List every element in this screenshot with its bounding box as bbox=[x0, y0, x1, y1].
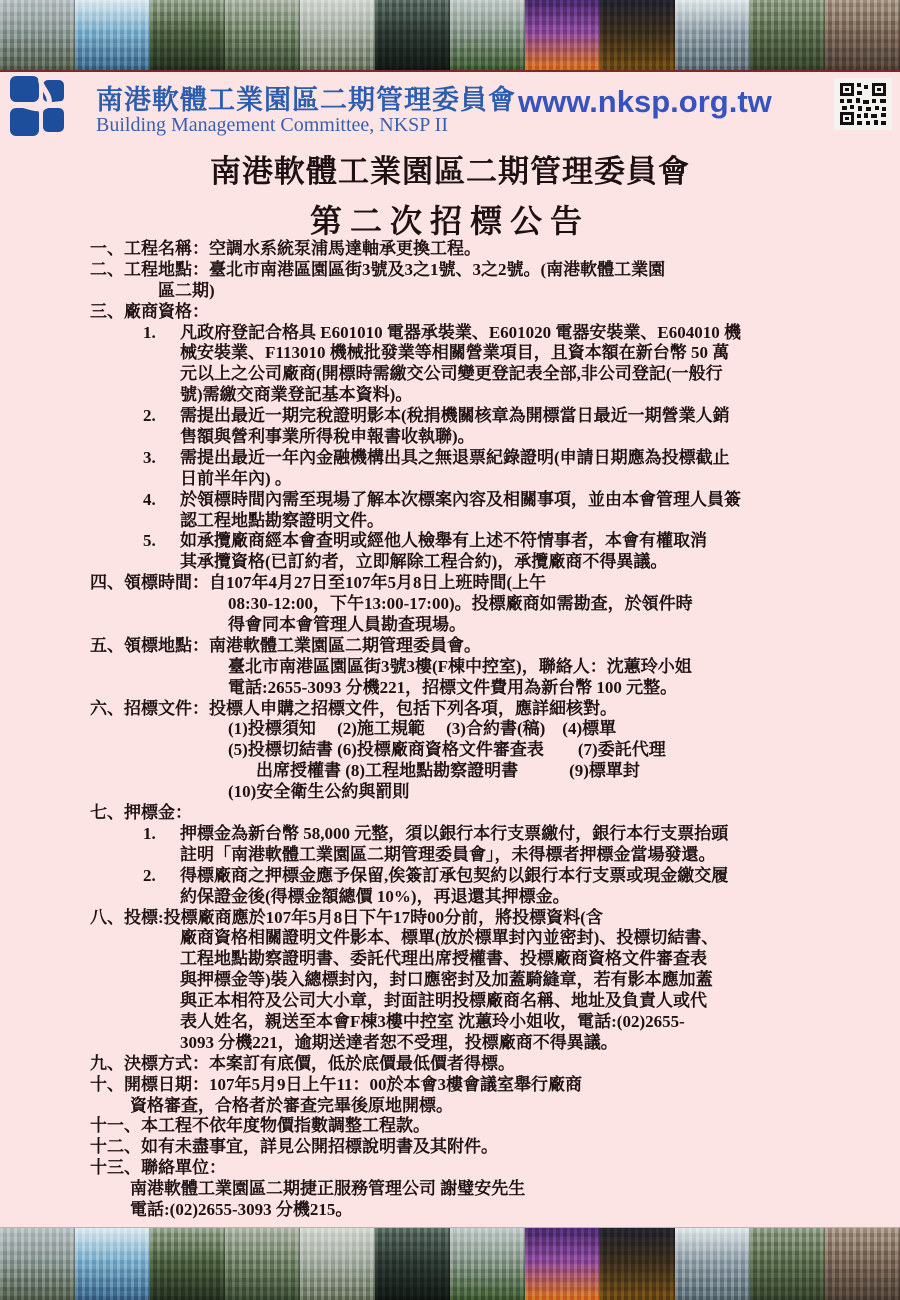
doc-line-26: 出席授權書 (8)工程地點勘察證明書 (9)標單封 bbox=[256, 761, 640, 781]
doc-line-40: 九、決標方式：本案訂有底價，低於底價最低價者得標。 bbox=[90, 1053, 515, 1073]
building-photo-canal-dark bbox=[375, 1228, 450, 1300]
doc-line-number: 5. bbox=[143, 531, 156, 551]
doc-line-24: (1)投標須知 (2)施工規範 (3)合約書(稿) (4)標單 bbox=[228, 719, 617, 739]
doc-line-22: 電話:2655-3093 分機221，招標文件費用為新台幣 100 元整。 bbox=[228, 677, 678, 697]
building-photo-towers-clouds bbox=[675, 0, 750, 70]
doc-line-8: 號)需繳交商業登記基本資料)。 bbox=[180, 385, 413, 405]
doc-line-20: 五、領標地點：南港軟體工業園區二期管理委員會。 bbox=[90, 635, 481, 655]
doc-line-15: 5. 如承攬廠商經本會查明或經他人檢舉有上述不符情事者，本會有權取消 bbox=[143, 531, 707, 551]
website-url: www.nksp.org.tw bbox=[518, 84, 772, 119]
building-photo-palm-courtyard bbox=[225, 0, 300, 70]
doc-line-27: (10)安全衛生公約與罰則 bbox=[228, 782, 410, 802]
doc-line-number: 3. bbox=[143, 447, 156, 467]
building-photo-brick-stairs bbox=[825, 0, 900, 70]
doc-line-43: 十一、本工程不依年度物價指數調整工程款。 bbox=[90, 1116, 430, 1136]
doc-line-5: 1. 凡政府登記合格具 E601010 電器承裝業、E601020 電器安裝業、E604010 機 bbox=[143, 322, 742, 342]
doc-line-36: 與押標金等)裝入總標封內，封口應密封及加蓋騎縫章，若有影本應加蓋 bbox=[180, 970, 713, 990]
doc-line-number: 1. bbox=[143, 322, 156, 342]
building-photo-lawn-building bbox=[450, 0, 525, 70]
building-photo-glass-tower bbox=[75, 0, 150, 70]
building-photo-night-street bbox=[600, 0, 675, 70]
document-title-org: 南港軟體工業園區二期管理委員會 bbox=[210, 154, 690, 189]
doc-line-45: 十三、聯絡單位： bbox=[90, 1158, 226, 1178]
doc-line-46: 南港軟體工業園區二期捷正服務管理公司 謝璧安先生 bbox=[130, 1179, 526, 1199]
doc-line-14: 認工程地點勘察證明文件。 bbox=[180, 510, 384, 530]
top-photo-banner bbox=[0, 0, 900, 72]
doc-line-44: 十二、如有未盡事宜，詳見公開招標說明書及其附件。 bbox=[90, 1137, 498, 1157]
org-name-english: Building Management Committee, NKSP II bbox=[96, 114, 449, 136]
doc-line-32: 約保證金後(得標金額總價 10%)，再退還其押標金。 bbox=[180, 886, 570, 906]
building-photo-night-neon-building bbox=[525, 0, 600, 70]
doc-line-10: 售額與營利事業所得稅申報書收執聯)。 bbox=[180, 427, 475, 447]
building-photo-canal-dark bbox=[375, 0, 450, 70]
doc-line-number: 1. bbox=[143, 823, 156, 843]
doc-line-41: 十、開標日期：107年5月9日上午11：00於本會3樓會議室舉行廠商 bbox=[90, 1074, 583, 1094]
doc-line-38: 表人姓名，親送至本會F棟3樓中控室 沈蕙玲小姐收，電話:(02)2655- bbox=[180, 1011, 685, 1031]
building-photo-brick-stairs bbox=[825, 1228, 900, 1300]
doc-line-28: 七、押標金： bbox=[90, 803, 192, 823]
doc-line-16: 其承攬資格(已訂約者，立即解除工程合約)，承攬廠商不得異議。 bbox=[180, 552, 668, 572]
doc-line-4: 三、廠商資格： bbox=[90, 301, 209, 321]
org-name: 南港軟體工業園區二期管理委員會 bbox=[96, 85, 516, 115]
doc-line-12: 日前半年內) 。 bbox=[180, 468, 292, 488]
doc-line-11: 3. 需提出最近一年內金融機構出具之無退票紀錄證明(申請日期應為投標截止 bbox=[143, 447, 730, 467]
doc-line-6: 械安裝業、F113010 機械批發業等相關營業項目，且資本額在新台幣 50 萬 bbox=[180, 343, 730, 363]
document-body bbox=[0, 239, 900, 1221]
doc-line-19: 得會同本會管理人員勘查現場。 bbox=[228, 615, 466, 635]
building-photo-night-street bbox=[600, 1228, 675, 1300]
building-photo-towers-overcast bbox=[0, 0, 75, 70]
doc-line-23: 六、招標文件：投標人申購之招標文件，包括下列各項，應詳細核對。 bbox=[90, 698, 617, 718]
doc-line-7: 元以上之公司廠商(開標時需繳交公司變更登記表全部,非公司登記(一般行 bbox=[180, 364, 723, 384]
doc-line-34: 廠商資格相關證明文件影本、標單(放於標單封內並密封)、投標切結書、 bbox=[180, 928, 719, 948]
building-photo-towers-clouds bbox=[675, 1228, 750, 1300]
building-photo-street-sculpture bbox=[300, 1228, 375, 1300]
building-photo-glass-tower bbox=[75, 1228, 150, 1300]
qr-code-icon bbox=[834, 78, 892, 130]
bottom-photo-banner bbox=[0, 1227, 900, 1300]
doc-line-29: 1. 押標金為新台幣 58,000 元整，須以銀行本行支票繳付，銀行本行支票抬頭 bbox=[143, 823, 729, 843]
doc-line-37: 與正本相符及公司大小章，封面註明投標廠商名稱、地址及負責人或代 bbox=[180, 991, 707, 1011]
doc-line-47: 電話:(02)2655-3093 分機215。 bbox=[130, 1199, 353, 1219]
doc-line-21: 臺北市南港區園區街3號3樓(F棟中控室)，聯絡人：沈蕙玲小姐 bbox=[228, 656, 692, 676]
doc-line-17: 四、領標時間：自107年4月27日至107年5月8日上班時間(上午 bbox=[90, 573, 547, 593]
doc-line-number: 4. bbox=[143, 489, 156, 509]
nksp-logo-icon bbox=[10, 76, 64, 136]
building-photo-night-neon-building bbox=[525, 1228, 600, 1300]
doc-line-33: 八、投標:投標廠商應於107年5月8日下午17時00分前，將投標資料(含 bbox=[90, 907, 603, 927]
doc-line-2: 二、工程地點：臺北市南港區園區街3號及3之1號、3之2號。(南港軟體工業園 bbox=[90, 259, 666, 279]
building-photo-towers-overcast bbox=[0, 1228, 75, 1300]
header bbox=[0, 70, 900, 142]
doc-line-39: 3093 分機221，逾期送達者恕不受理，投標廠商不得異議。 bbox=[180, 1032, 618, 1052]
doc-line-42: 資格審查，合格者於審查完畢後原地開標。 bbox=[130, 1095, 453, 1115]
building-photo-trees-building bbox=[150, 0, 225, 70]
building-photo-palm-courtyard bbox=[225, 1228, 300, 1300]
doc-line-31: 2. 得標廠商之押標金應予保留,俟簽訂承包契約以銀行本行支票或現金繳交履 bbox=[143, 865, 729, 885]
doc-line-18: 08:30-12:00，下午13:00-17:00)。投標廠商如需勘查，於領件時 bbox=[228, 594, 693, 614]
document-title-announcement: 第二次招標公告 bbox=[309, 203, 590, 239]
building-photo-green-wall bbox=[750, 1228, 825, 1300]
doc-line-13: 4. 於領標時間內需至現場了解本次標案內容及相關事項，並由本會管理人員簽 bbox=[143, 489, 741, 509]
doc-line-30: 註明「南港軟體工業園區二期管理委員會」，未得標者押標金當場發還。 bbox=[180, 844, 716, 864]
building-photo-green-wall bbox=[750, 0, 825, 70]
building-photo-lawn-building bbox=[450, 1228, 525, 1300]
building-photo-street-sculpture bbox=[300, 0, 375, 70]
doc-line-25: (5)投標切結書 (6)投標廠商資格文件審查表 (7)委託代理 bbox=[228, 740, 666, 760]
building-photo-trees-building bbox=[150, 1228, 225, 1300]
doc-line-number: 2. bbox=[143, 406, 156, 426]
doc-line-9: 2. 需提出最近一期完稅證明影本(稅捐機關核章為開標當日最近一期營業人銷 bbox=[143, 406, 730, 426]
doc-line-number: 2. bbox=[143, 865, 156, 885]
doc-line-1: 一、工程名稱：空調水系統泵浦馬達軸承更換工程。 bbox=[90, 239, 481, 258]
doc-line-3: 區二期) bbox=[158, 280, 215, 300]
doc-line-35: 工程地點勘察證明書、委託代理出席授權書、投標廠商資格文件審查表 bbox=[180, 949, 707, 969]
